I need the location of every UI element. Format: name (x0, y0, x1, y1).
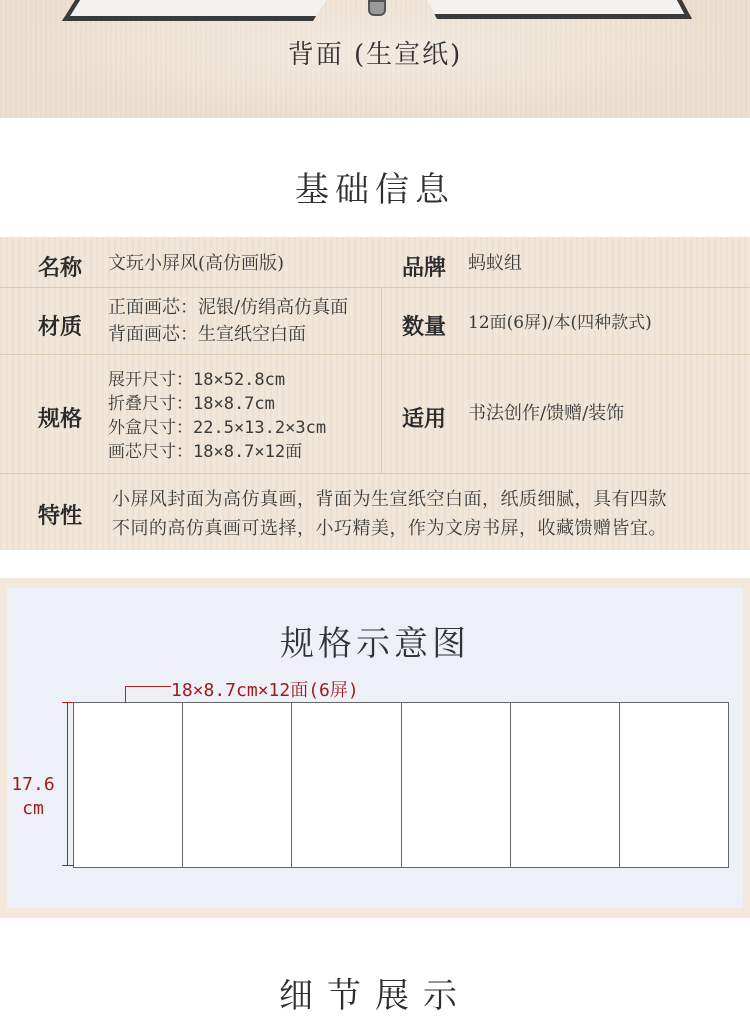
back-side-caption: 背面 (生宣纸) (287, 40, 463, 70)
spec-box: 外盒尺寸：22.5×13.2×3cm (108, 418, 327, 438)
feature-line-2: 不同的高仿真画可选择，小巧精美，作为文房书屏，收藏馈赠皆宜。 (112, 518, 667, 539)
height-dimension-cap-top (62, 702, 73, 703)
brand-value: 蚂蚁组 (468, 253, 522, 274)
row-divider (0, 473, 750, 474)
screen-hinge (368, 0, 386, 16)
quantity-value: 12面(6屏)/本(四种款式) (468, 313, 652, 333)
spec-core: 画芯尺寸：18×8.7×12面 (108, 442, 303, 462)
row-divider (0, 287, 750, 288)
height-dimension-cap-bottom (62, 865, 73, 866)
material-back: 背面画芯：生宣纸空白面 (108, 324, 306, 345)
material-label: 材质 (38, 314, 83, 340)
details-title: 细节展示 (279, 976, 471, 1016)
width-dimension-label: 18×8.7cm×12面(6屏) (171, 680, 359, 701)
feature-line-1: 小屏风封面为高仿真画，背面为生宣纸空白面，纸质细腻，具有四款 (112, 489, 667, 510)
quantity-label: 数量 (402, 314, 447, 340)
screen-panel-strip (73, 702, 729, 868)
screen-back-right-panel (427, 0, 692, 19)
spec-unfolded: 展开尺寸：18×52.8cm (108, 370, 286, 390)
dimension-leader-horizontal (125, 686, 171, 687)
height-dimension-line (67, 702, 68, 866)
brand-label: 品牌 (402, 255, 447, 281)
screen-panel (183, 703, 292, 867)
top-banner (0, 0, 750, 118)
usage-value: 书法创作/馈赠/装饰 (468, 403, 625, 424)
height-dimension-unit: cm (22, 798, 44, 819)
screen-panel (402, 703, 511, 867)
name-label: 名称 (38, 255, 83, 281)
screen-back-left-panel (62, 0, 326, 21)
material-front: 正面画芯：泥银/仿绢高仿真面 (108, 297, 349, 318)
basic-info-title: 基础信息 (295, 170, 455, 210)
spec-folded: 折叠尺寸：18×8.7cm (108, 394, 275, 414)
screen-panel (292, 703, 401, 867)
column-divider (381, 287, 382, 473)
row-divider (0, 354, 750, 355)
screen-panel (74, 703, 183, 867)
feature-label: 特性 (38, 503, 83, 529)
screen-panel (511, 703, 620, 867)
spec-label: 规格 (38, 406, 83, 432)
usage-label: 适用 (402, 406, 447, 432)
basic-info-table (0, 237, 750, 550)
height-dimension-value: 17.6 (11, 774, 55, 795)
spec-diagram-canvas (7, 588, 743, 908)
spec-diagram-section (0, 578, 750, 918)
name-value: 文玩小屏风(高仿画版) (108, 253, 285, 274)
screen-panel (620, 703, 728, 867)
spec-diagram-title: 规格示意图 (280, 624, 470, 664)
